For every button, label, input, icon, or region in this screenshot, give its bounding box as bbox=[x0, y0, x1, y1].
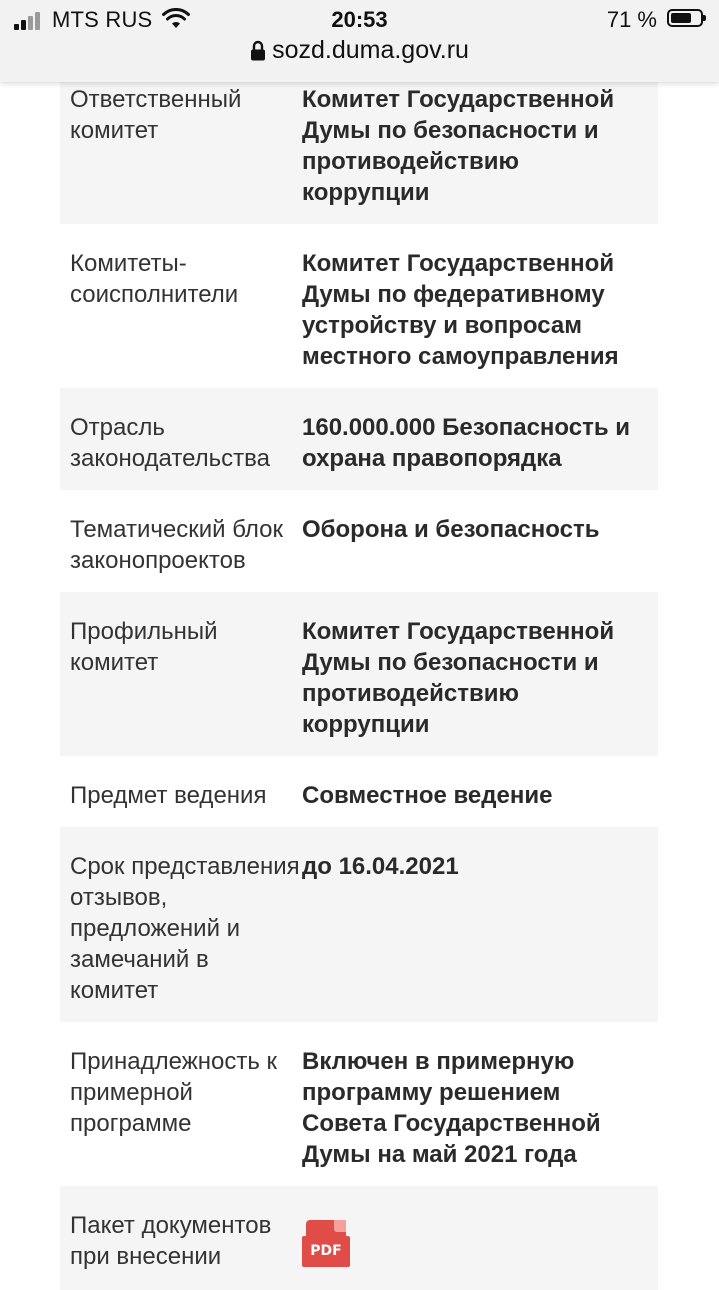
details-row bbox=[60, 592, 658, 756]
details-row bbox=[60, 1186, 658, 1290]
details-row bbox=[60, 388, 658, 490]
details-row bbox=[60, 60, 658, 224]
row-value: Комитет Государственной Думы по безопасности и противодействию коррупции bbox=[302, 86, 615, 206]
row-value: Включен в примерную программу решением Совета Государственной Думы на май 2021 года bbox=[302, 1048, 601, 1168]
carrier-name: MTS RUS bbox=[52, 7, 153, 32]
row-value: Комитет Государственной Думы по безопасности и противодействию коррупции bbox=[302, 618, 615, 738]
row-value: Комитет Государственной Думы по федеративному устройству и вопросам местного самоуправления bbox=[302, 250, 619, 370]
row-value: Совместное ведение bbox=[302, 782, 553, 809]
browser-top-bar bbox=[0, 0, 719, 82]
status-bar bbox=[0, 0, 719, 40]
pdf-icon[interactable] bbox=[302, 1220, 350, 1266]
row-label: Профильный комитет bbox=[70, 618, 218, 676]
details-row bbox=[60, 224, 658, 388]
row-value: до 16.04.2021 bbox=[302, 853, 459, 880]
details-row bbox=[60, 490, 658, 592]
row-label: Пакет документов при внесении bbox=[70, 1212, 272, 1270]
row-label: Принадлежность к примерной программе bbox=[70, 1048, 278, 1137]
row-label: Срок представления отзывов, предложений и замечаний в комитет bbox=[70, 853, 300, 1004]
clock-time: 20:53 bbox=[331, 7, 388, 32]
lock-icon bbox=[250, 40, 266, 62]
battery-icon bbox=[667, 9, 703, 27]
row-label: Комитеты-соисполнители bbox=[70, 250, 239, 308]
row-label: Отрасль законодательства bbox=[70, 414, 270, 472]
address-bar[interactable] bbox=[0, 36, 719, 70]
row-label: Тематический блок законопроектов bbox=[70, 516, 283, 574]
row-value: 160.000.000 Безопасность и охрана правопорядка bbox=[302, 414, 631, 472]
row-label: Предмет ведения bbox=[70, 782, 267, 809]
bill-details-table bbox=[60, 60, 658, 1290]
row-label: Ответственный комитет bbox=[70, 86, 242, 144]
details-row bbox=[60, 1022, 658, 1186]
url-text[interactable]: sozd.duma.gov.ru bbox=[272, 36, 469, 64]
details-row bbox=[60, 756, 658, 827]
details-row bbox=[60, 827, 658, 1022]
row-value: Оборона и безопасность bbox=[302, 516, 600, 543]
row-value bbox=[302, 1210, 648, 1274]
battery-percent: 71 % bbox=[606, 7, 657, 32]
pdf-icon-label: PDF bbox=[302, 1236, 350, 1267]
